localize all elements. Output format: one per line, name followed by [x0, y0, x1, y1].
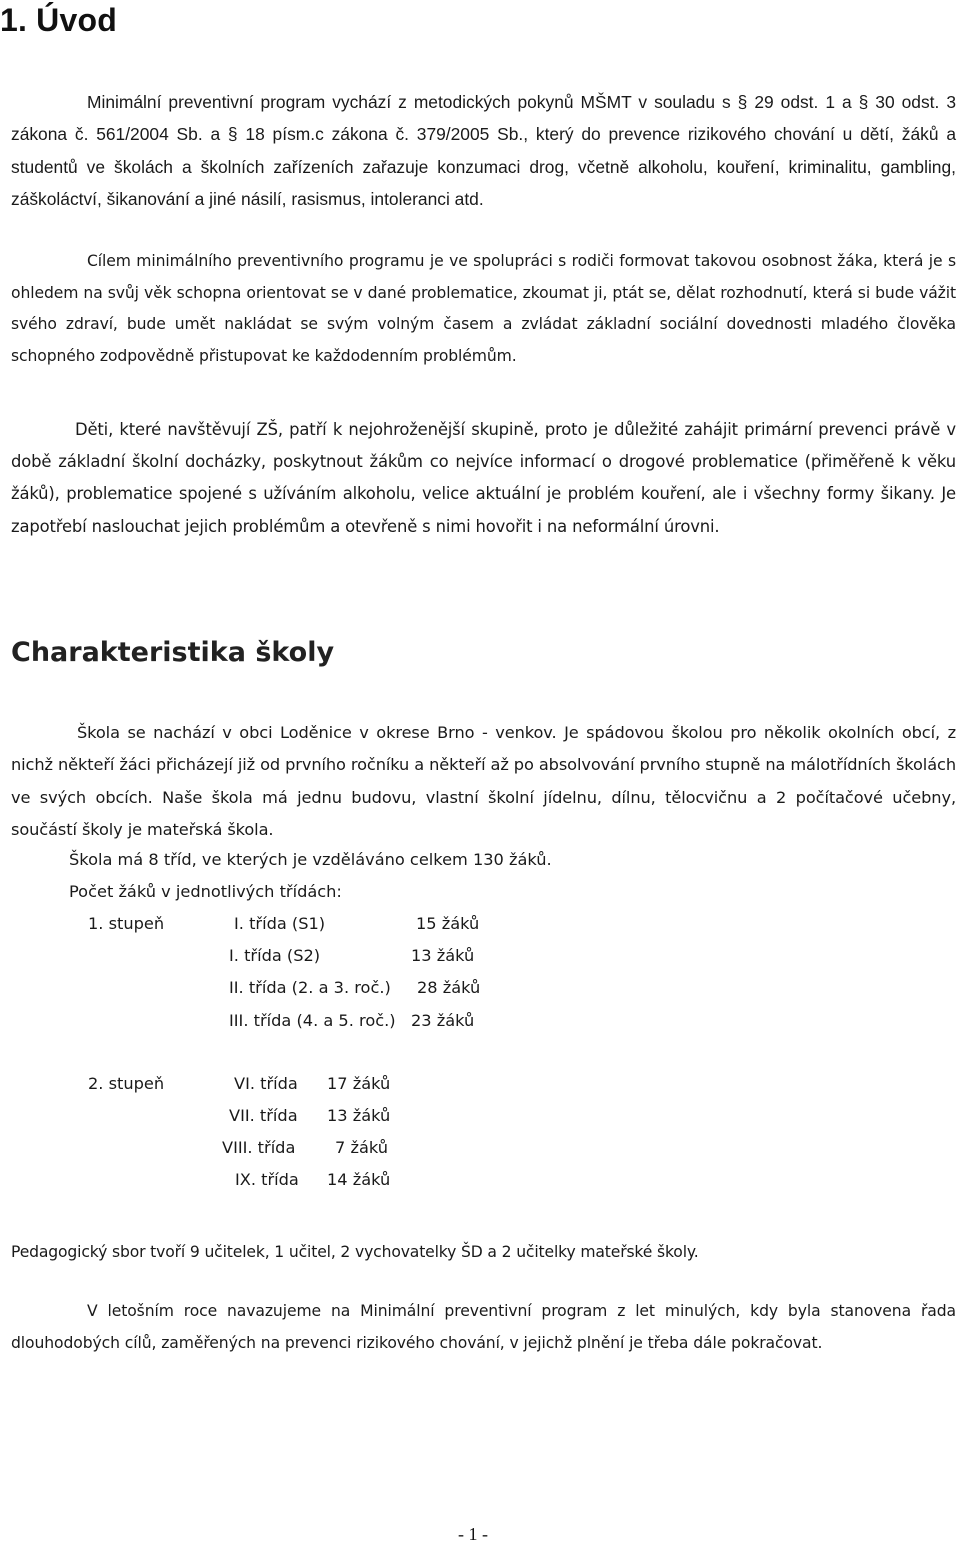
class-count: 15 žáků [416, 914, 480, 933]
class-count: 7 žáků [335, 1138, 388, 1157]
intro-paragraph-2: Cílem minimálního preventivního programu je ve spolupráci s rodiči formovat takovou osobnost žáka, která je s ohledem na svůj věk schopna orientovat se v dané problematice, zkoumat ji, ptát se, dělat rozhodnutí, která si bude vážit svého zdraví, bude umět nakládat se svým volným časem a zvládat základní sociální dovednosti mladého člověka schopného zodpovědně přistupovat ke každodenním problémům. [11, 252, 956, 365]
class-name: IX. třída [235, 1170, 299, 1189]
class-count: 23 žáků [411, 1011, 475, 1030]
class-name: I. třída (S2) [229, 946, 321, 965]
closing-paragraph: V letošním roce navazujeme na Minimální preventivní program z let minulých, kdy byla stanovena řada dlouhodobých cílů, zaměřených na prevenci rizikového chování, v jejichž plnění je třeba dále pokračovat. [11, 1302, 956, 1353]
school-description: Škola se nachází v obci Loděnice v okrese Brno - venkov. Je spádovou školou pro několik okolních obcí, z nichž někteří žáci přicházejí již od prvního ročníku a někteří až po absolvování prvního stupně na málotřídních školách ve svých obcích. Naše škola má jednu budovu, vlastní školní jídelnu, dílnu, tělocvičnu a 2 počítačové učebny, součástí školy je mateřská škola. [11, 723, 956, 840]
intro-paragraph-1: Minimální preventivní program vychází z metodických pokynů MŠMT v souladu s § 29 odst. 1 a § 30 odst. 3 zákona č. 561/2004 Sb. a § 18 písm.c zákona č. 379/2005 Sb., který do prevence rizikového chování u dětí, žáků a studentů ve školách a školních zařízeních zařazuje konzumaci drog, včetně alkoholu, kouření, kriminalitu, gambling, záškoláctví, šikanování a jiné násilí, rasismus, intoleranci atd. [11, 92, 956, 209]
grade-2-label: 2. stupeň [88, 1074, 165, 1093]
intro-paragraph-3: Děti, které navštěvují ZŠ, patří k nejohroženější skupině, proto je důležité zahájit primární prevenci právě v době základní školní docházky, poskytnout žákům co nejvíce informací o drogové problematice (přiměřeně k věku žáků), problematice spojené s užíváním alkoholu, velice aktuální je problém kouření, ale i všechny formy šikany. Je zapotřebí naslouchat jejich problémům a otevřeně s nimi hovořit i na neformální úrovni. [11, 420, 956, 536]
class-count: 28 žáků [417, 978, 481, 997]
grade-1-label: 1. stupeň [88, 914, 165, 933]
classes-summary: Škola má 8 tříd, ve kterých je vzděláváno celkem 130 žáků. [69, 850, 552, 869]
school-section-title: Charakteristika školy [11, 637, 335, 668]
section-title: 1. Úvod [0, 2, 117, 38]
class-name: I. třída (S1) [234, 914, 326, 933]
class-name: III. třída (4. a 5. roč.) [229, 1011, 396, 1030]
page-number: - 1 - [458, 1524, 488, 1544]
class-count: 14 žáků [327, 1170, 391, 1189]
class-count: 13 žáků [327, 1106, 391, 1125]
per-class-heading: Počet žáků v jednotlivých třídách: [69, 882, 342, 901]
class-name: VIII. třída [222, 1138, 296, 1157]
class-name: VI. třída [234, 1074, 298, 1093]
class-count: 17 žáků [327, 1074, 391, 1093]
class-count: 13 žáků [411, 946, 475, 965]
class-name: VII. třída [229, 1106, 298, 1125]
class-name: II. třída (2. a 3. roč.) [229, 978, 391, 997]
staff-paragraph: Pedagogický sbor tvoří 9 učitelek, 1 učitel, 2 vychovatelky ŠD a 2 učitelky mateřské školy. [11, 1243, 699, 1261]
